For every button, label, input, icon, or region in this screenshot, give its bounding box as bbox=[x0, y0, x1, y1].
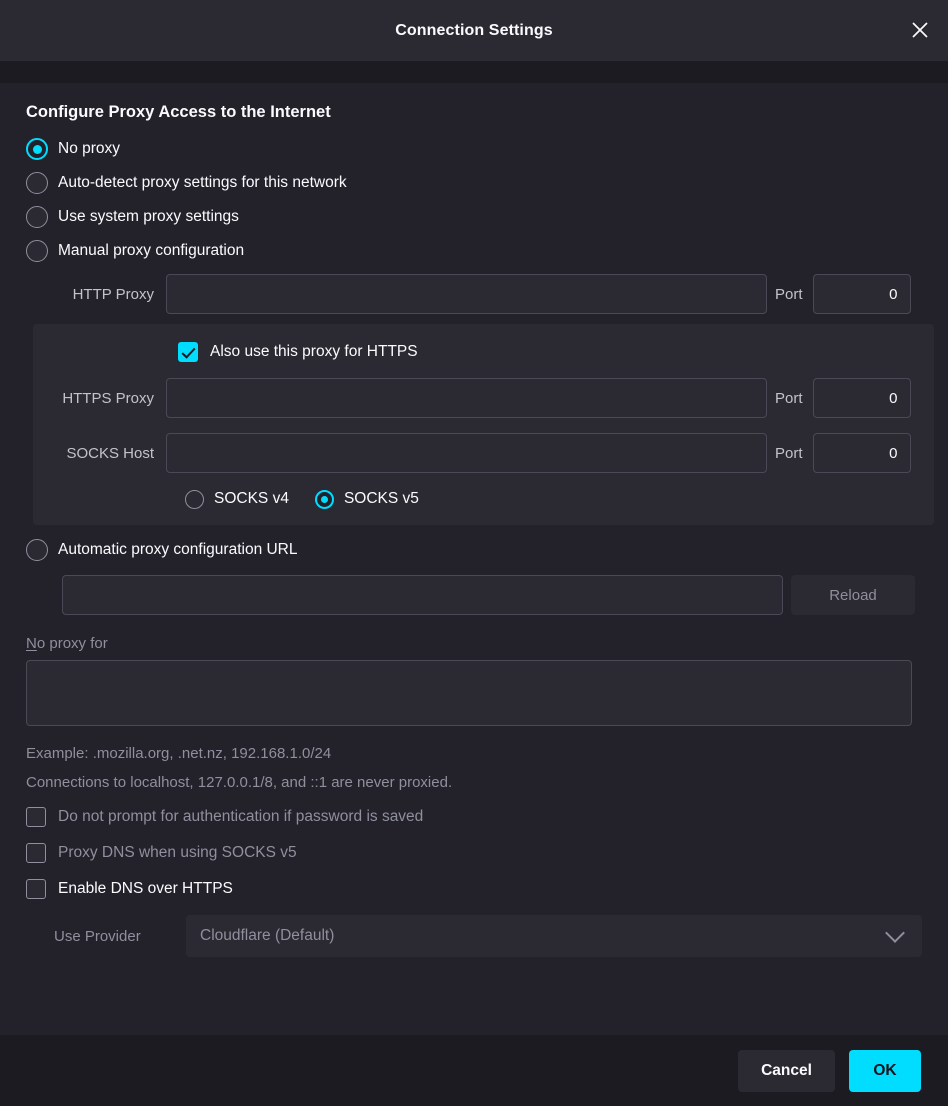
checkbox-row-no-auth-prompt[interactable] bbox=[26, 807, 922, 827]
https-proxy-label: HTTPS Proxy bbox=[62, 389, 154, 407]
window-edge-strip bbox=[0, 61, 948, 83]
radio-socks-v5-indicator[interactable] bbox=[315, 490, 334, 509]
radio-system-proxy-label: Use system proxy settings bbox=[58, 208, 239, 225]
dialog-footer bbox=[0, 1035, 948, 1106]
pac-url-row bbox=[62, 575, 922, 615]
radio-system-proxy-indicator[interactable] bbox=[26, 206, 48, 228]
radio-manual-proxy-label: Manual proxy configuration bbox=[58, 242, 245, 259]
dialog-titlebar bbox=[0, 0, 948, 61]
socks-host-input[interactable] bbox=[166, 433, 767, 473]
checkbox-row-enable-doh[interactable] bbox=[26, 879, 922, 899]
no-proxy-example: Example: .mozilla.org, .net.nz, 192.168.1.0/24 bbox=[26, 745, 332, 762]
https-port-label: Port bbox=[775, 389, 803, 407]
checkbox-row-proxy-dns[interactable] bbox=[26, 843, 922, 863]
radio-auto-detect-label: Auto-detect proxy settings for this network bbox=[58, 174, 347, 191]
enable-doh-label: Enable DNS over HTTPS bbox=[58, 880, 233, 897]
radio-pac-url-indicator[interactable] bbox=[26, 539, 48, 561]
proxy-dns-label: Proxy DNS when using SOCKS v5 bbox=[58, 844, 297, 861]
radio-pac-url-label: Automatic proxy configuration URL bbox=[58, 541, 298, 558]
radio-manual-proxy[interactable] bbox=[26, 234, 922, 268]
reload-button[interactable]: Reload bbox=[791, 575, 915, 615]
socks-host-label: SOCKS Host bbox=[66, 444, 154, 462]
no-proxy-for-textarea[interactable] bbox=[26, 660, 912, 726]
radio-system-proxy[interactable] bbox=[26, 200, 922, 234]
cancel-button[interactable]: Cancel bbox=[738, 1050, 835, 1092]
manual-proxy-panel bbox=[33, 324, 934, 525]
https-port-input[interactable] bbox=[813, 378, 911, 418]
radio-pac-url[interactable] bbox=[26, 533, 922, 567]
page-title: Configure Proxy Access to the Internet bbox=[26, 103, 331, 121]
enable-doh-checkbox[interactable] bbox=[26, 879, 46, 899]
no-proxy-for-label-text: o proxy for bbox=[36, 635, 108, 652]
https-proxy-input[interactable] bbox=[166, 378, 767, 418]
provider-selected-value: Cloudflare (Default) bbox=[200, 927, 335, 944]
radio-no-proxy-label: No proxy bbox=[58, 140, 121, 157]
radio-socks-v4[interactable] bbox=[185, 487, 289, 511]
radio-auto-detect[interactable] bbox=[26, 166, 922, 200]
radio-manual-proxy-indicator[interactable] bbox=[26, 240, 48, 262]
radio-no-proxy-indicator[interactable] bbox=[26, 138, 48, 160]
proxy-dns-checkbox[interactable] bbox=[26, 843, 46, 863]
socks-host-row bbox=[49, 433, 918, 473]
close-icon[interactable] bbox=[902, 12, 938, 48]
http-proxy-input[interactable] bbox=[166, 274, 767, 314]
dialog-title: Connection Settings bbox=[395, 21, 553, 39]
radio-no-proxy[interactable] bbox=[26, 132, 922, 166]
radio-socks-v5-label: SOCKS v5 bbox=[343, 490, 419, 507]
provider-select[interactable] bbox=[186, 915, 922, 957]
also-use-https-label: Also use this proxy for HTTPS bbox=[210, 343, 418, 360]
also-use-https-row[interactable] bbox=[178, 336, 918, 368]
radio-socks-v4-label: SOCKS v4 bbox=[214, 490, 289, 507]
provider-row bbox=[54, 915, 922, 957]
also-use-https-checkbox[interactable] bbox=[178, 342, 198, 362]
ok-button[interactable]: OK bbox=[849, 1050, 921, 1092]
no-auth-prompt-label: Do not prompt for authentication if password is saved bbox=[58, 808, 424, 825]
socks-port-input[interactable] bbox=[813, 433, 911, 473]
radio-socks-v4-indicator[interactable] bbox=[185, 490, 204, 509]
localhost-note: Connections to localhost, 127.0.0.1/8, and ::1 are never proxied. bbox=[26, 774, 453, 791]
https-proxy-row bbox=[49, 378, 918, 418]
http-port-input[interactable] bbox=[813, 274, 911, 314]
chevron-down-icon bbox=[885, 923, 905, 943]
http-port-label: Port bbox=[775, 285, 803, 303]
radio-auto-detect-indicator[interactable] bbox=[26, 172, 48, 194]
dialog-body bbox=[0, 83, 948, 1106]
socks-port-label: Port bbox=[775, 444, 803, 462]
http-proxy-row bbox=[26, 274, 922, 314]
no-auth-prompt-checkbox[interactable] bbox=[26, 807, 46, 827]
radio-socks-v5[interactable] bbox=[315, 487, 419, 511]
socks-version-group bbox=[185, 487, 918, 511]
http-proxy-label: HTTP Proxy bbox=[72, 285, 154, 303]
pac-url-input[interactable] bbox=[62, 575, 783, 615]
no-proxy-for-label: No proxy for bbox=[26, 635, 108, 652]
provider-label: Use Provider bbox=[54, 927, 141, 945]
